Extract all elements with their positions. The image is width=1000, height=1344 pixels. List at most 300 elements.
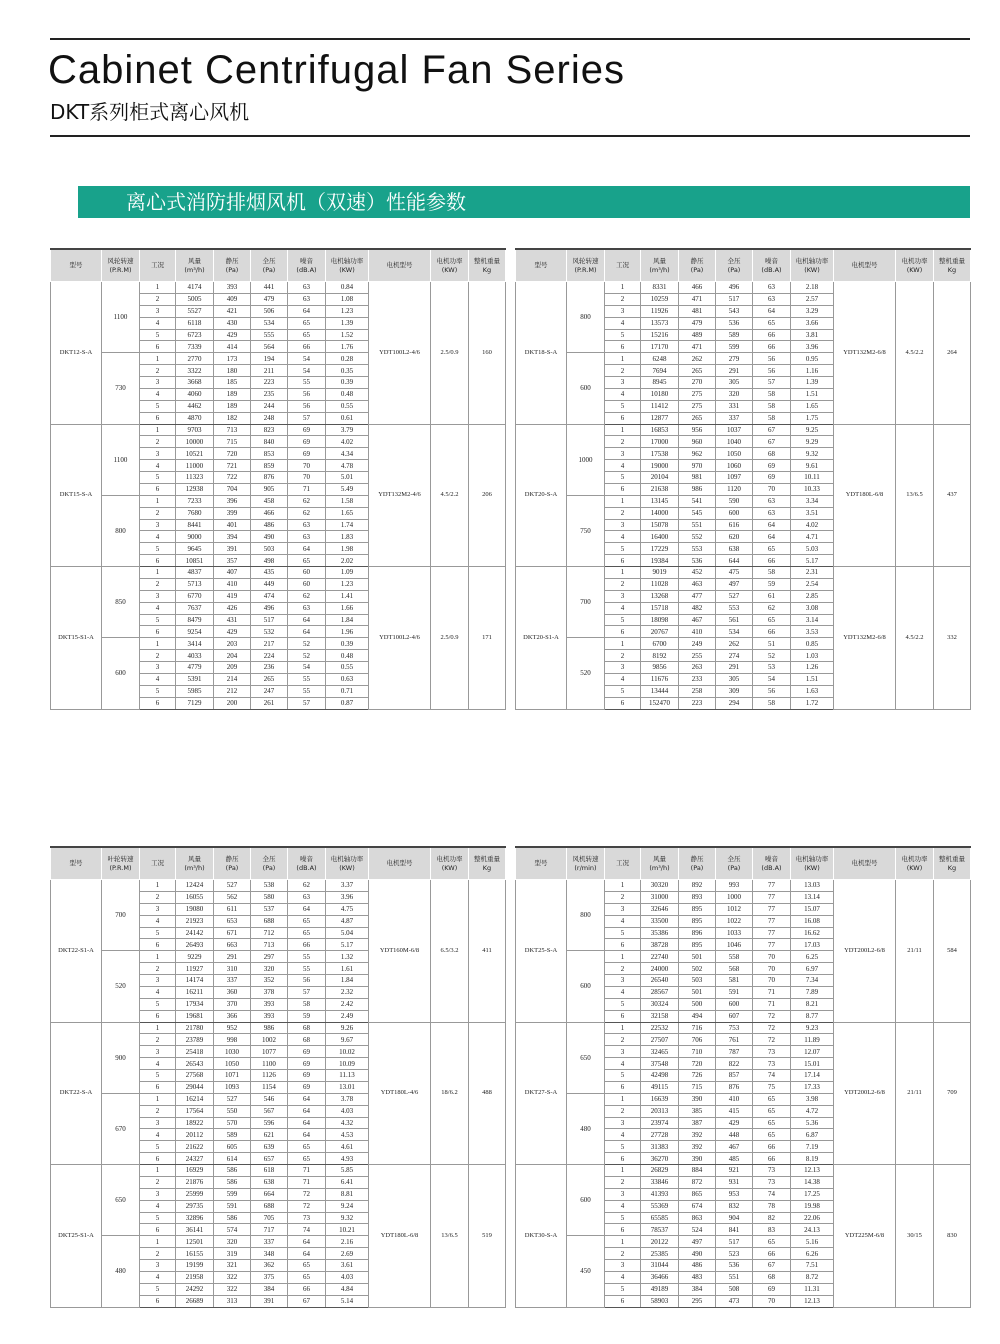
condition: 3 xyxy=(605,1188,641,1200)
condition: 6 xyxy=(140,555,176,567)
noise: 63 xyxy=(288,602,326,614)
noise: 65 xyxy=(288,317,326,329)
total-pressure: 986 xyxy=(251,1022,288,1034)
static-pressure: 463 xyxy=(679,578,716,590)
static-pressure: 952 xyxy=(214,1022,251,1034)
static-pressure: 401 xyxy=(214,519,251,531)
total-pressure: 244 xyxy=(251,400,288,412)
total-pressure: 337 xyxy=(716,412,753,424)
shaft-power: 17.03 xyxy=(791,939,834,951)
column-header: 电机型号 xyxy=(834,847,896,880)
static-pressure: 570 xyxy=(214,1117,251,1129)
condition: 4 xyxy=(140,531,176,543)
total-pressure: 534 xyxy=(716,626,753,638)
condition: 3 xyxy=(140,1117,176,1129)
total-pressure: 580 xyxy=(251,891,288,903)
perf-table-1 xyxy=(50,248,505,710)
shaft-power: 4.87 xyxy=(326,915,369,927)
static-pressure: 715 xyxy=(214,436,251,448)
total-pressure: 840 xyxy=(251,436,288,448)
static-pressure: 295 xyxy=(679,1295,716,1307)
air-volume: 32465 xyxy=(641,1046,679,1058)
air-volume: 41393 xyxy=(641,1188,679,1200)
shaft-power: 2.69 xyxy=(326,1248,369,1260)
total-pressure: 534 xyxy=(251,317,288,329)
air-volume: 3414 xyxy=(176,638,214,650)
shaft-power: 12.13 xyxy=(791,1295,834,1307)
condition: 6 xyxy=(140,626,176,638)
motor-power: 4.5/2.2 xyxy=(431,424,469,567)
condition: 5 xyxy=(605,543,641,555)
noise: 64 xyxy=(288,1093,326,1105)
shaft-power: 3.81 xyxy=(791,329,834,341)
air-volume: 8331 xyxy=(641,282,679,294)
shaft-power: 6.25 xyxy=(791,951,834,963)
static-pressure: 501 xyxy=(679,986,716,998)
perf-table xyxy=(50,248,506,710)
total-pressure: 211 xyxy=(251,365,288,377)
impeller-speed: 650 xyxy=(102,1165,140,1236)
noise: 56 xyxy=(288,388,326,400)
condition: 4 xyxy=(605,388,641,400)
total-pressure: 486 xyxy=(251,519,288,531)
total-pressure: 473 xyxy=(716,1295,753,1307)
impeller-speed: 1100 xyxy=(102,424,140,495)
shaft-power: 3.79 xyxy=(326,424,369,436)
total-pressure: 761 xyxy=(716,1034,753,1046)
total-pressure: 441 xyxy=(251,282,288,294)
column-header: 型号 xyxy=(51,249,102,282)
condition: 2 xyxy=(140,1176,176,1188)
air-volume: 29044 xyxy=(176,1081,214,1093)
impeller-speed: 600 xyxy=(567,1165,605,1236)
noise: 63 xyxy=(288,531,326,543)
noise: 57 xyxy=(288,986,326,998)
noise: 69 xyxy=(288,436,326,448)
static-pressure: 552 xyxy=(679,531,716,543)
noise: 68 xyxy=(753,448,791,460)
noise: 69 xyxy=(288,1081,326,1093)
total-pressure: 474 xyxy=(251,590,288,602)
condition: 6 xyxy=(140,1153,176,1165)
noise: 69 xyxy=(753,472,791,484)
noise: 73 xyxy=(288,1212,326,1224)
condition: 2 xyxy=(140,1034,176,1046)
column-header: 电机型号 xyxy=(369,847,431,880)
noise: 64 xyxy=(288,903,326,915)
noise: 53 xyxy=(753,662,791,674)
condition: 3 xyxy=(140,1260,176,1272)
total-pressure: 393 xyxy=(251,1010,288,1022)
condition: 5 xyxy=(140,1212,176,1224)
air-volume: 14174 xyxy=(176,975,214,987)
noise: 60 xyxy=(288,578,326,590)
noise: 66 xyxy=(753,1248,791,1260)
static-pressure: 471 xyxy=(679,341,716,353)
static-pressure: 721 xyxy=(214,460,251,472)
air-volume: 4033 xyxy=(176,650,214,662)
noise: 77 xyxy=(753,903,791,915)
unit-weight: 411 xyxy=(469,880,506,1023)
static-pressure: 501 xyxy=(679,951,716,963)
total-pressure: 1040 xyxy=(716,436,753,448)
noise: 58 xyxy=(753,697,791,709)
column-header: 叶轮转速 (P.R.M) xyxy=(102,847,140,880)
noise: 65 xyxy=(753,317,791,329)
static-pressure: 527 xyxy=(214,1093,251,1105)
total-pressure: 536 xyxy=(716,317,753,329)
shaft-power: 1.09 xyxy=(326,567,369,579)
static-pressure: 322 xyxy=(214,1271,251,1283)
air-volume: 42498 xyxy=(641,1070,679,1082)
total-pressure: 993 xyxy=(716,880,753,892)
air-volume: 21876 xyxy=(176,1176,214,1188)
noise: 75 xyxy=(753,1081,791,1093)
noise: 66 xyxy=(753,341,791,353)
impeller-speed: 650 xyxy=(567,1022,605,1093)
air-volume: 15718 xyxy=(641,602,679,614)
shaft-power: 0.95 xyxy=(791,353,834,365)
shaft-power: 2.16 xyxy=(326,1236,369,1248)
impeller-speed: 480 xyxy=(102,1236,140,1307)
shaft-power: 15.07 xyxy=(791,903,834,915)
air-volume: 24292 xyxy=(176,1283,214,1295)
condition: 2 xyxy=(140,365,176,377)
air-volume: 33500 xyxy=(641,915,679,927)
total-pressure: 638 xyxy=(716,543,753,555)
motor-model: YDT132M2-4/6 xyxy=(369,424,431,567)
shaft-power: 0.84 xyxy=(326,282,369,294)
total-pressure: 506 xyxy=(251,305,288,317)
static-pressure: 970 xyxy=(679,460,716,472)
condition: 6 xyxy=(605,412,641,424)
shaft-power: 3.66 xyxy=(791,317,834,329)
shaft-power: 7.51 xyxy=(791,1260,834,1272)
header-row xyxy=(516,847,971,880)
air-volume: 32158 xyxy=(641,1010,679,1022)
static-pressure: 494 xyxy=(679,1010,716,1022)
static-pressure: 653 xyxy=(214,915,251,927)
condition: 6 xyxy=(605,1295,641,1307)
static-pressure: 255 xyxy=(679,650,716,662)
shaft-power: 1.51 xyxy=(791,388,834,400)
shaft-power: 0.55 xyxy=(326,400,369,412)
air-volume: 37548 xyxy=(641,1058,679,1070)
condition: 3 xyxy=(605,519,641,531)
condition: 5 xyxy=(140,998,176,1010)
condition: 3 xyxy=(140,448,176,460)
total-pressure: 905 xyxy=(251,483,288,495)
air-volume: 20122 xyxy=(641,1236,679,1248)
shaft-power: 13.01 xyxy=(326,1081,369,1093)
total-pressure: 543 xyxy=(716,305,753,317)
total-pressure: 475 xyxy=(716,567,753,579)
static-pressure: 275 xyxy=(679,388,716,400)
motor-power: 21/11 xyxy=(896,1022,934,1165)
column-header: 噪音 (dB.A) xyxy=(288,249,326,282)
total-pressure: 309 xyxy=(716,685,753,697)
unit-weight: 709 xyxy=(934,1022,971,1165)
air-volume: 6700 xyxy=(641,638,679,650)
condition: 2 xyxy=(140,1105,176,1117)
air-volume: 19681 xyxy=(176,1010,214,1022)
condition: 2 xyxy=(140,436,176,448)
shaft-power: 1.52 xyxy=(326,329,369,341)
condition: 5 xyxy=(140,1070,176,1082)
shaft-power: 1.58 xyxy=(326,495,369,507)
shaft-power: 5.14 xyxy=(326,1295,369,1307)
column-header: 全压 (Pa) xyxy=(251,249,288,282)
noise: 66 xyxy=(753,1141,791,1153)
air-volume: 31383 xyxy=(641,1141,679,1153)
condition: 4 xyxy=(140,1058,176,1070)
air-volume: 9019 xyxy=(641,567,679,579)
static-pressure: 710 xyxy=(679,1046,716,1058)
shaft-power: 4.71 xyxy=(791,531,834,543)
noise: 51 xyxy=(753,638,791,650)
shaft-power: 1.08 xyxy=(326,293,369,305)
motor-model: YDT180L-6/8 xyxy=(834,424,896,567)
noise: 69 xyxy=(288,424,326,436)
condition: 6 xyxy=(605,341,641,353)
total-pressure: 596 xyxy=(251,1117,288,1129)
noise: 62 xyxy=(288,495,326,507)
noise: 77 xyxy=(753,891,791,903)
noise: 60 xyxy=(288,567,326,579)
static-pressure: 182 xyxy=(214,412,251,424)
shaft-power: 2.57 xyxy=(791,293,834,305)
condition: 3 xyxy=(140,590,176,602)
condition: 5 xyxy=(140,400,176,412)
shaft-power: 12.07 xyxy=(791,1046,834,1058)
static-pressure: 310 xyxy=(214,963,251,975)
condition: 1 xyxy=(605,424,641,436)
total-pressure: 551 xyxy=(716,1271,753,1283)
total-pressure: 517 xyxy=(716,1236,753,1248)
air-volume: 21958 xyxy=(176,1271,214,1283)
air-volume: 25385 xyxy=(641,1248,679,1260)
air-volume: 7680 xyxy=(176,507,214,519)
static-pressure: 541 xyxy=(679,495,716,507)
impeller-speed: 450 xyxy=(567,1236,605,1307)
air-volume: 31044 xyxy=(641,1260,679,1272)
static-pressure: 477 xyxy=(679,590,716,602)
total-pressure: 378 xyxy=(251,986,288,998)
total-pressure: 717 xyxy=(251,1224,288,1236)
static-pressure: 410 xyxy=(679,626,716,638)
air-volume: 10521 xyxy=(176,448,214,460)
shaft-power: 0.55 xyxy=(326,662,369,674)
total-pressure: 527 xyxy=(716,590,753,602)
noise: 65 xyxy=(288,555,326,567)
air-volume: 11412 xyxy=(641,400,679,412)
shaft-power: 4.03 xyxy=(326,1105,369,1117)
condition: 6 xyxy=(140,341,176,353)
static-pressure: 275 xyxy=(679,400,716,412)
total-pressure: 1000 xyxy=(716,891,753,903)
total-pressure: 410 xyxy=(716,1093,753,1105)
noise: 73 xyxy=(753,1165,791,1177)
noise: 69 xyxy=(753,460,791,472)
condition: 3 xyxy=(140,1188,176,1200)
condition: 4 xyxy=(605,317,641,329)
noise: 68 xyxy=(288,1022,326,1034)
shaft-power: 0.61 xyxy=(326,412,369,424)
total-pressure: 822 xyxy=(716,1058,753,1070)
noise: 63 xyxy=(753,495,791,507)
static-pressure: 483 xyxy=(679,1271,716,1283)
total-pressure: 823 xyxy=(251,424,288,436)
air-volume: 25999 xyxy=(176,1188,214,1200)
noise: 64 xyxy=(288,614,326,626)
static-pressure: 430 xyxy=(214,317,251,329)
unit-weight: 519 xyxy=(469,1165,506,1308)
condition: 5 xyxy=(140,472,176,484)
noise: 65 xyxy=(288,1271,326,1283)
total-pressure: 553 xyxy=(716,602,753,614)
column-header: 电机功率 (KW) xyxy=(896,847,934,880)
static-pressure: 322 xyxy=(214,1283,251,1295)
motor-power: 4.5/2.2 xyxy=(896,567,934,710)
motor-power: 21/11 xyxy=(896,880,934,1023)
condition: 6 xyxy=(140,483,176,495)
shaft-power: 9.61 xyxy=(791,460,834,472)
total-pressure: 348 xyxy=(251,1248,288,1260)
total-pressure: 1050 xyxy=(716,448,753,460)
noise: 74 xyxy=(753,1070,791,1082)
air-volume: 10851 xyxy=(176,555,214,567)
condition: 4 xyxy=(140,1200,176,1212)
condition: 2 xyxy=(140,650,176,662)
air-volume: 13573 xyxy=(641,317,679,329)
air-volume: 9229 xyxy=(176,951,214,963)
noise: 67 xyxy=(753,424,791,436)
condition: 1 xyxy=(605,495,641,507)
static-pressure: 431 xyxy=(214,614,251,626)
air-volume: 8945 xyxy=(641,377,679,389)
motor-model: YDT132M2-6/8 xyxy=(834,282,896,425)
total-pressure: 589 xyxy=(716,329,753,341)
air-volume: 8192 xyxy=(641,650,679,662)
static-pressure: 212 xyxy=(214,685,251,697)
total-pressure: 581 xyxy=(716,975,753,987)
static-pressure: 614 xyxy=(214,1153,251,1165)
column-header: 型号 xyxy=(516,847,567,880)
static-pressure: 720 xyxy=(214,448,251,460)
condition: 6 xyxy=(605,1081,641,1093)
impeller-speed: 850 xyxy=(102,567,140,638)
table-row xyxy=(516,880,971,892)
air-volume: 5005 xyxy=(176,293,214,305)
air-volume: 7637 xyxy=(176,602,214,614)
condition: 4 xyxy=(605,673,641,685)
column-header: 工况 xyxy=(605,847,641,880)
condition: 5 xyxy=(140,543,176,555)
impeller-speed: 480 xyxy=(567,1093,605,1164)
static-pressure: 479 xyxy=(679,317,716,329)
air-volume: 16929 xyxy=(176,1165,214,1177)
page-title-cn: DKT系列柜式离心风机 xyxy=(50,100,250,124)
noise: 70 xyxy=(753,951,791,963)
noise: 63 xyxy=(753,282,791,294)
model-name: DKT20-S-A xyxy=(516,424,567,567)
total-pressure: 466 xyxy=(251,507,288,519)
air-volume: 36141 xyxy=(176,1224,214,1236)
condition: 4 xyxy=(140,460,176,472)
total-pressure: 904 xyxy=(716,1212,753,1224)
total-pressure: 362 xyxy=(251,1260,288,1272)
total-pressure: 853 xyxy=(251,448,288,460)
air-volume: 16155 xyxy=(176,1248,214,1260)
shaft-power: 4.75 xyxy=(326,903,369,915)
shaft-power: 4.61 xyxy=(326,1141,369,1153)
shaft-power: 4.32 xyxy=(326,1117,369,1129)
air-volume: 12424 xyxy=(176,880,214,892)
shaft-power: 4.72 xyxy=(791,1105,834,1117)
model-name: DKT27-S-A xyxy=(516,1022,567,1165)
condition: 2 xyxy=(605,436,641,448)
motor-model: YDT160M-6/8 xyxy=(369,880,431,1023)
static-pressure: 527 xyxy=(214,880,251,892)
total-pressure: 435 xyxy=(251,567,288,579)
condition: 3 xyxy=(140,1046,176,1058)
noise: 74 xyxy=(288,1224,326,1236)
noise: 62 xyxy=(288,880,326,892)
column-header: 静压 (Pa) xyxy=(214,847,251,880)
unit-weight: 171 xyxy=(469,567,506,710)
shaft-power: 6.41 xyxy=(326,1176,369,1188)
air-volume: 24327 xyxy=(176,1153,214,1165)
condition: 6 xyxy=(605,1153,641,1165)
table-row xyxy=(516,1022,971,1034)
unit-weight: 437 xyxy=(934,424,971,567)
static-pressure: 189 xyxy=(214,388,251,400)
shaft-power: 0.48 xyxy=(326,388,369,400)
noise: 74 xyxy=(753,1188,791,1200)
total-pressure: 841 xyxy=(716,1224,753,1236)
unit-weight: 332 xyxy=(934,567,971,710)
column-header: 工况 xyxy=(140,847,176,880)
total-pressure: 787 xyxy=(716,1046,753,1058)
noise: 55 xyxy=(288,963,326,975)
shaft-power: 0.87 xyxy=(326,697,369,709)
total-pressure: 657 xyxy=(251,1153,288,1165)
total-pressure: 415 xyxy=(716,1105,753,1117)
air-volume: 6723 xyxy=(176,329,214,341)
shaft-power: 9.26 xyxy=(326,1022,369,1034)
static-pressure: 360 xyxy=(214,986,251,998)
impeller-speed: 900 xyxy=(102,1022,140,1093)
condition: 3 xyxy=(140,519,176,531)
air-volume: 17564 xyxy=(176,1105,214,1117)
perf-table xyxy=(50,846,506,1308)
unit-weight: 264 xyxy=(934,282,971,425)
static-pressure: 895 xyxy=(679,903,716,915)
total-pressure: 297 xyxy=(251,951,288,963)
noise: 71 xyxy=(753,998,791,1010)
impeller-speed: 750 xyxy=(567,495,605,566)
total-pressure: 546 xyxy=(251,1093,288,1105)
noise: 77 xyxy=(753,927,791,939)
static-pressure: 713 xyxy=(214,424,251,436)
total-pressure: 448 xyxy=(716,1129,753,1141)
condition: 5 xyxy=(605,685,641,697)
page-title-en: Cabinet Centrifugal Fan Series xyxy=(48,48,625,92)
shaft-power: 0.39 xyxy=(326,377,369,389)
static-pressure: 895 xyxy=(679,939,716,951)
shaft-power: 13.03 xyxy=(791,880,834,892)
motor-power: 18/6.2 xyxy=(431,1022,469,1165)
